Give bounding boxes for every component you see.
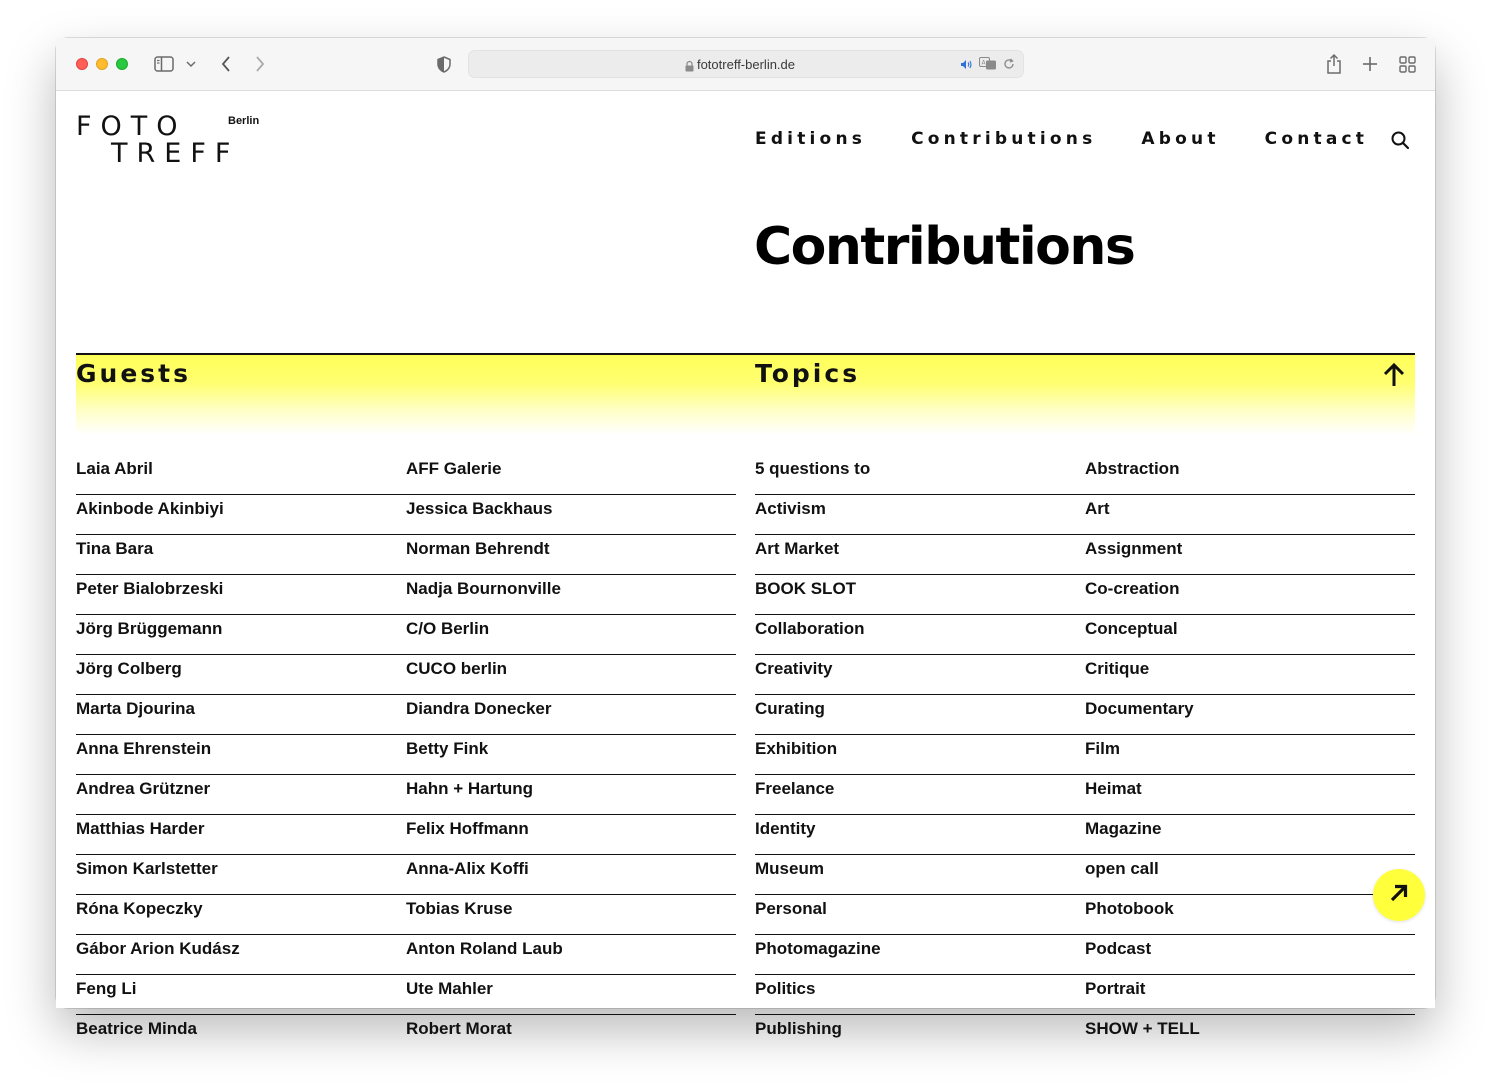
web-page [56,91,1435,1038]
guest-link[interactable]: Anna-Alix Koffi [406,859,529,878]
guest-link[interactable]: Anna Ehrenstein [76,739,212,758]
search-icon[interactable] [1391,131,1409,154]
topics-heading[interactable]: Topics [755,359,861,388]
guest-link[interactable]: Peter Bialobrzeski [76,579,224,598]
topic-row [755,575,1415,615]
topic-link[interactable]: Collaboration [755,619,865,638]
guests-list [76,455,736,1055]
guest-link[interactable]: Simon Karlstetter [76,859,218,878]
nav-editions[interactable]: Editions [755,129,867,149]
guest-link[interactable]: Jörg Brüggemann [76,619,223,638]
topic-link[interactable]: Magazine [1085,819,1162,838]
topic-link[interactable]: Critique [1085,659,1150,678]
topic-row [755,895,1415,935]
topic-row [755,455,1415,495]
topic-link[interactable]: Curating [755,699,825,718]
guest-link[interactable]: AFF Galerie [406,459,502,478]
guest-link[interactable]: Laia Abril [76,459,153,478]
translate-icon[interactable] [979,57,997,75]
guest-link[interactable]: Marta Djourina [76,699,196,718]
guest-row [76,535,736,575]
guest-link[interactable]: Diandra Donecker [406,699,552,718]
topic-link[interactable]: Co-creation [1085,579,1180,598]
zoom-window-button[interactable] [116,58,128,70]
guest-link[interactable]: CUCO berlin [406,659,508,678]
page-title: Contributions [754,217,1135,277]
guest-link[interactable]: Tobias Kruse [406,899,513,918]
new-tab-icon[interactable] [1359,52,1381,76]
topic-link[interactable]: Conceptual [1085,619,1178,638]
topic-row [755,815,1415,855]
external-link-button[interactable] [1373,869,1425,921]
guest-row [76,935,736,975]
topic-link[interactable]: Heimat [1085,779,1142,798]
topic-row [755,535,1415,575]
topic-link[interactable]: open call [1085,859,1159,878]
guest-row [76,735,736,775]
guest-link[interactable]: C/O Berlin [406,619,490,638]
arrow-up-icon[interactable] [1383,363,1405,392]
guest-row [76,855,736,895]
back-icon[interactable] [216,52,236,76]
logo-line-1: FOTO [76,111,187,142]
guest-row [76,1015,736,1055]
topic-link[interactable]: Freelance [755,779,835,798]
speaker-icon[interactable] [960,57,973,75]
guest-row [76,815,736,855]
nav-contact[interactable]: Contact [1264,129,1369,149]
topic-link[interactable]: Exhibition [755,739,838,758]
topic-row [755,975,1415,1015]
guest-link[interactable]: Anton Roland Laub [406,939,563,958]
guest-link[interactable]: Gábor Arion Kudász [76,939,240,958]
guest-link[interactable]: Hahn + Hartung [406,779,534,798]
topic-link[interactable]: Creativity [755,659,833,678]
address-bar[interactable] [468,50,1024,78]
guest-row [76,455,736,495]
guest-row [76,975,736,1015]
guest-link[interactable]: Beatrice Minda [76,1019,197,1038]
filter-bar [76,353,1415,435]
topic-link[interactable]: Personal [755,899,827,918]
guest-row [76,615,736,655]
guest-link[interactable]: Róna Kopeczky [76,899,203,918]
guest-link[interactable]: Ute Mahler [406,979,493,998]
guests-heading[interactable]: Guests [76,359,191,388]
topic-link[interactable]: Portrait [1085,979,1146,998]
main-nav [755,129,1413,149]
guest-row [76,575,736,615]
topic-link[interactable]: Museum [755,859,824,878]
topic-link[interactable]: Photomagazine [755,939,881,958]
guest-link[interactable]: Norman Behrendt [406,539,550,558]
guest-row [76,495,736,535]
guest-link[interactable]: Matthias Harder [76,819,205,838]
logo-line-2: TREFF [111,138,240,169]
guest-link[interactable]: Akinbode Akinbiyi [76,499,224,518]
topic-row [755,775,1415,815]
topic-link[interactable]: Film [1085,739,1120,758]
guest-link[interactable]: Felix Hoffmann [406,819,529,838]
nav-about[interactable]: About [1141,129,1220,149]
topic-link[interactable]: 5 questions to [755,459,871,478]
topic-link[interactable]: SHOW + TELL [1085,1019,1200,1038]
topic-link[interactable]: Politics [755,979,816,998]
browser-window [56,38,1435,1038]
topic-link[interactable]: Documentary [1085,699,1194,718]
topic-row [755,935,1415,975]
topic-row [755,615,1415,655]
guest-link[interactable]: Robert Morat [406,1019,512,1038]
topic-row [755,855,1415,895]
arrow-up-right-icon [1389,883,1409,908]
topic-link[interactable]: Art Market [755,539,840,558]
nav-contributions[interactable]: Contributions [911,129,1097,149]
guest-link[interactable]: Nadja Bournonville [406,579,561,598]
logo-city: Berlin [228,115,260,127]
site-logo[interactable] [76,113,266,169]
forward-icon[interactable] [250,52,270,76]
topic-link[interactable]: Assignment [1085,539,1183,558]
guest-row [76,695,736,735]
share-icon[interactable] [1323,52,1345,76]
guest-link[interactable]: Andrea Grützner [76,779,211,798]
topic-link[interactable]: Photobook [1085,899,1174,918]
topic-row [755,495,1415,535]
svg-text:A: A [981,59,986,67]
topic-link[interactable]: Activism [755,499,826,518]
topic-link[interactable]: BOOK SLOT [755,579,857,598]
guest-row [76,775,736,815]
topic-link[interactable]: Abstraction [1085,459,1180,478]
reload-icon[interactable] [1003,57,1015,75]
topic-link[interactable]: Identity [755,819,816,838]
url-text: fototreff-berlin.de [696,57,796,72]
topic-row [755,655,1415,695]
topic-row [755,1015,1415,1055]
tab-overview-icon[interactable] [1396,52,1418,76]
close-window-button[interactable] [76,58,88,70]
guest-link[interactable]: Betty Fink [406,739,489,758]
topic-link[interactable]: Art [1085,499,1110,518]
guest-row [76,655,736,695]
topic-link[interactable]: Podcast [1085,939,1152,958]
guest-link[interactable]: Jörg Colberg [76,659,182,678]
guest-link[interactable]: Tina Bara [76,539,154,558]
topics-list [755,455,1415,1055]
topic-row [755,695,1415,735]
topic-link[interactable]: Publishing [755,1019,842,1038]
browser-toolbar [56,38,1435,91]
guest-link[interactable]: Feng Li [76,979,137,998]
minimize-window-button[interactable] [96,58,108,70]
topic-row [755,735,1415,775]
privacy-shield-icon[interactable] [434,52,454,76]
chevron-down-icon[interactable] [184,52,198,76]
guest-link[interactable]: Jessica Backhaus [406,499,553,518]
sidebar-toggle-icon[interactable] [152,52,176,76]
guest-row [76,895,736,935]
